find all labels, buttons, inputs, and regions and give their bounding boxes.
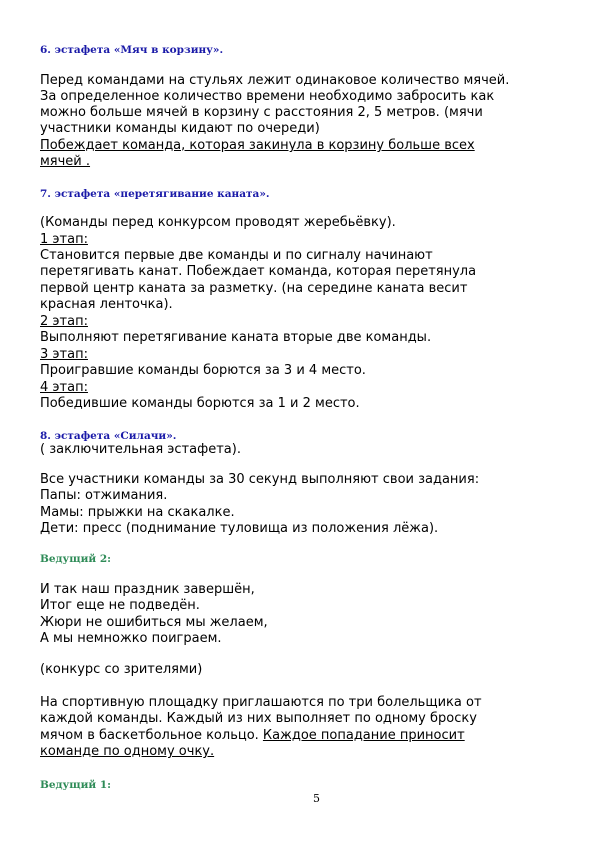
host-2-line: команде по одному очку.: [40, 744, 215, 759]
page-number: 5: [313, 792, 320, 805]
host-1-heading: Ведущий 1:: [40, 779, 112, 791]
poem-line: И так наш праздник завершён,: [40, 582, 255, 597]
host-2-line: На спортивную площадку приглашаются по три болельщика от: [40, 695, 482, 710]
section-7-line: Победившие команды борются за 1 и 2 место.: [40, 396, 360, 411]
host-2-line-underlined: Каждое попадание приносит: [262, 728, 465, 743]
stage-1-label: 1 этап:: [40, 232, 88, 247]
stage-3-label: 3 этап:: [40, 347, 88, 362]
section-7-line: (Команды перед конкурсом проводят жеребьёвку).: [40, 215, 396, 230]
section-8-line: Все участники команды за 30 секунд выполняют свои задания:: [40, 472, 480, 487]
host-2-heading: Ведущий 2:: [40, 553, 112, 565]
host-2-line: каждой команды. Каждый из них выполняет по одному броску: [40, 711, 477, 726]
section-6-line: участники команды кидают по очереди): [40, 121, 320, 136]
host-2-line-plain: мячом в баскетбольное кольцо.: [40, 728, 263, 743]
section-7-line: Выполняют перетягивание каната вторые две команды.: [40, 330, 432, 345]
section-8-line: ( заключительная эстафета).: [40, 442, 241, 457]
stage-4-label: 4 этап:: [40, 380, 88, 395]
section-6-line: можно больше мячей в корзину с расстояния 2, 5 метров. (мячи: [40, 105, 483, 120]
poem-line: Итог еще не подведён.: [40, 598, 200, 613]
section-6-line: Побеждает команда, которая закинула в корзину больше всех: [40, 138, 475, 153]
section-7-line: первой центр каната за разметку. (на середине каната весит: [40, 281, 468, 296]
section-6-line: мячей .: [40, 154, 91, 169]
section-7-line: Проигравшие команды борются за 3 и 4 место.: [40, 363, 366, 378]
host-2-line: [40, 728, 465, 744]
section-6-heading: 6. эстафета «Мяч в корзину».: [40, 44, 224, 56]
section-6-line: Перед командами на стульях лежит одинаковое количество мячей.: [40, 73, 510, 88]
section-7-line: красная ленточка).: [40, 297, 173, 312]
section-8-line: Мамы: прыжки на скакалке.: [40, 505, 235, 520]
section-7-line: перетягивать канат. Побеждает команда, которая перетянула: [40, 264, 477, 279]
section-8-line: Дети: пресс (поднимание туловища из положения лёжа).: [40, 521, 439, 536]
section-6-line: За определенное количество времени необходимо забросить как: [40, 89, 495, 104]
section-7-heading: 7. эстафета «перетягивание каната».: [40, 188, 270, 200]
section-8-line: Папы: отжимания.: [40, 488, 168, 503]
contest-note: (конкурс со зрителями): [40, 662, 203, 677]
section-8-heading: 8. эстафета «Силачи».: [40, 430, 177, 442]
section-7-line: Становится первые две команды и по сигналу начинают: [40, 248, 433, 263]
stage-2-label: 2 этап:: [40, 314, 88, 329]
poem-line: Жюри не ошибиться мы желаем,: [40, 615, 268, 630]
poem-line: А мы немножко поиграем.: [40, 631, 222, 646]
